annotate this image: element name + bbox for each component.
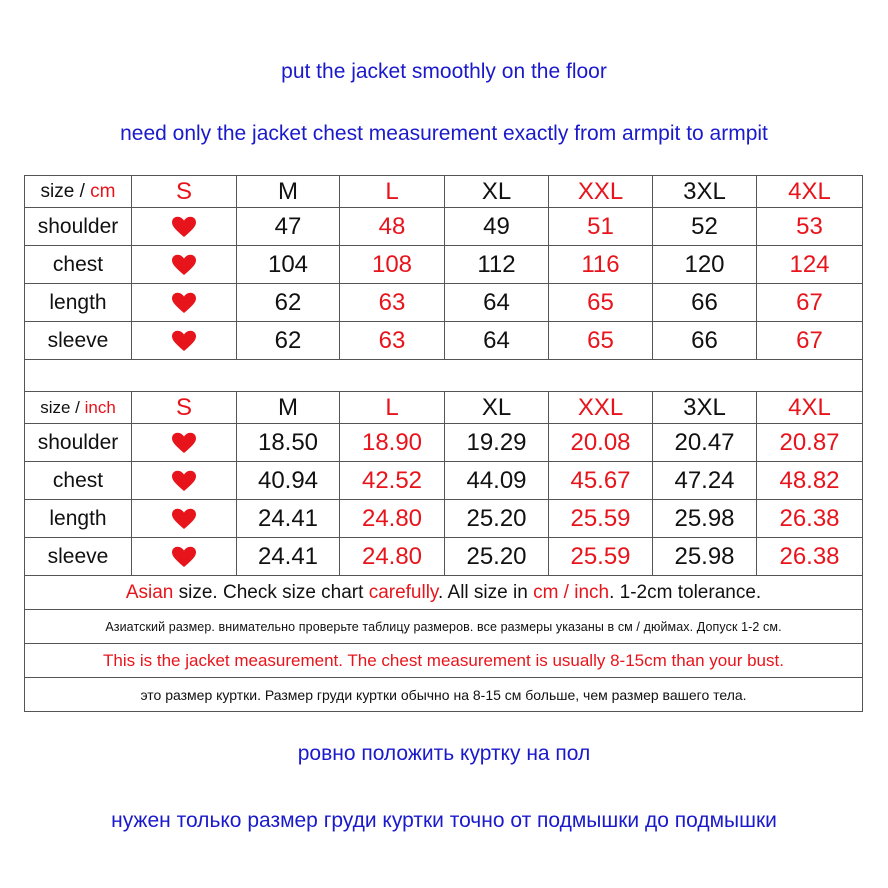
size-header-row — [25, 392, 863, 424]
note-size-check: size. Check size chart — [173, 581, 369, 603]
size-header-cell: S — [132, 392, 237, 424]
heart-cell — [132, 462, 237, 500]
unit-label-cell — [25, 176, 132, 208]
measurement-label: chest — [25, 246, 132, 284]
measurement-row — [25, 538, 863, 576]
measurement-value: 20.08 — [549, 424, 653, 462]
measurement-value: 24.80 — [340, 500, 445, 538]
measurement-value: 24.41 — [237, 500, 340, 538]
unit-name: inch — [84, 397, 116, 417]
measurement-value: 44.09 — [445, 462, 549, 500]
measurement-row — [25, 246, 863, 284]
unit-label-prefix: size / — [40, 180, 91, 202]
note-all-size: . All size in — [438, 581, 534, 603]
measurement-value: 19.29 — [445, 424, 549, 462]
measurement-value: 65 — [549, 322, 653, 360]
measurement-value: 64 — [445, 322, 549, 360]
measurement-value: 66 — [653, 284, 757, 322]
size-header-cell: L — [340, 176, 445, 208]
size-header-cell: 3XL — [653, 392, 757, 424]
note-cm-inch: cm / inch — [533, 581, 610, 603]
measurement-row — [25, 462, 863, 500]
measurement-value: 62 — [237, 284, 340, 322]
heart-icon — [171, 330, 197, 352]
measurement-value: 52 — [653, 208, 757, 246]
size-header-cell: M — [237, 392, 340, 424]
measurement-value: 20.87 — [757, 424, 863, 462]
measurement-label: length — [25, 500, 132, 538]
note-asian-size — [25, 576, 863, 610]
size-chart-table — [24, 175, 863, 712]
measurement-value: 25.59 — [549, 538, 653, 576]
heart-icon — [171, 508, 197, 530]
size-header-cell: M — [237, 176, 340, 208]
heart-icon — [171, 216, 197, 238]
instruction-line-3: ровно положить куртку на пол — [297, 742, 591, 765]
measurement-value: 24.41 — [237, 538, 340, 576]
measurement-value: 66 — [653, 322, 757, 360]
unit-name: cm — [90, 180, 116, 202]
measurement-value: 45.67 — [549, 462, 653, 500]
measurement-value: 40.94 — [237, 462, 340, 500]
measurement-value: 112 — [445, 246, 549, 284]
measurement-value: 47.24 — [653, 462, 757, 500]
heart-cell — [132, 424, 237, 462]
size-header-cell: 4XL — [757, 176, 863, 208]
measurement-value: 51 — [549, 208, 653, 246]
measurement-row — [25, 322, 863, 360]
note-russian-jacket-measurement: это размер куртки. Размер груди куртки обычно на 8-15 см больше, чем размер вашего тела. — [25, 678, 863, 712]
note-russian-size: Азиатский размер. внимательно проверьте таблицу размеров. все размеры указаны в см / дюймах. Допуск 1-2 см. — [25, 610, 863, 644]
instruction-line-1: put the jacket smoothly on the floor — [281, 60, 607, 83]
measurement-value: 63 — [340, 322, 445, 360]
section-gap-row — [25, 360, 863, 392]
heart-cell — [132, 538, 237, 576]
note-carefully-word: carefully — [368, 581, 439, 603]
measurement-value: 67 — [757, 284, 863, 322]
heart-cell — [132, 284, 237, 322]
size-header-cell: 3XL — [653, 176, 757, 208]
size-header-cell: L — [340, 392, 445, 424]
measurement-label: sleeve — [25, 538, 132, 576]
heart-icon — [171, 292, 197, 314]
measurement-value: 25.59 — [549, 500, 653, 538]
size-header-cell: XL — [445, 176, 549, 208]
size-header-cell: XL — [445, 392, 549, 424]
instruction-line-2: need only the jacket chest measurement exactly from armpit to armpit — [120, 122, 768, 145]
measurement-value: 48.82 — [757, 462, 863, 500]
heart-icon — [171, 470, 197, 492]
measurement-label: shoulder — [25, 208, 132, 246]
size-header-row — [25, 176, 863, 208]
measurement-value: 124 — [757, 246, 863, 284]
measurement-value: 25.20 — [445, 538, 549, 576]
measurement-label: chest — [25, 462, 132, 500]
measurement-value: 20.47 — [653, 424, 757, 462]
measurement-label: sleeve — [25, 322, 132, 360]
measurement-value: 26.38 — [757, 500, 863, 538]
measurement-row — [25, 284, 863, 322]
heart-icon — [171, 254, 197, 276]
heart-icon — [171, 432, 197, 454]
heart-cell — [132, 322, 237, 360]
unit-label-prefix: size / — [40, 397, 85, 417]
measurement-value: 25.20 — [445, 500, 549, 538]
heart-icon — [171, 546, 197, 568]
measurement-value: 108 — [340, 246, 445, 284]
measurement-value: 18.90 — [340, 424, 445, 462]
measurement-row — [25, 424, 863, 462]
measurement-value: 24.80 — [340, 538, 445, 576]
measurement-value: 62 — [237, 322, 340, 360]
note-tolerance: . 1-2cm tolerance. — [609, 581, 762, 603]
note-jacket-measurement: This is the jacket measurement. The chest measurement is usually 8-15cm than your bust. — [25, 644, 863, 678]
note-asian-word: Asian — [125, 581, 174, 603]
measurement-label: length — [25, 284, 132, 322]
heart-cell — [132, 208, 237, 246]
measurement-value: 26.38 — [757, 538, 863, 576]
measurement-value: 49 — [445, 208, 549, 246]
measurement-row — [25, 500, 863, 538]
measurement-value: 47 — [237, 208, 340, 246]
unit-label-cell — [25, 392, 132, 424]
size-header-cell: 4XL — [757, 392, 863, 424]
measurement-value: 63 — [340, 284, 445, 322]
inch-section — [25, 392, 863, 576]
measurement-label: shoulder — [25, 424, 132, 462]
measurement-value: 48 — [340, 208, 445, 246]
measurement-value: 120 — [653, 246, 757, 284]
measurement-value: 42.52 — [340, 462, 445, 500]
notes-section — [25, 576, 863, 712]
measurement-value: 67 — [757, 322, 863, 360]
heart-cell — [132, 500, 237, 538]
cm-section — [25, 176, 863, 360]
size-header-cell: XXL — [549, 392, 653, 424]
instruction-line-4: нужен только размер груди куртки точно от подмышки до подмышки — [111, 809, 777, 832]
measurement-value: 25.98 — [653, 500, 757, 538]
measurement-value: 25.98 — [653, 538, 757, 576]
measurement-value: 64 — [445, 284, 549, 322]
size-header-cell: XXL — [549, 176, 653, 208]
heart-cell — [132, 246, 237, 284]
measurement-value: 53 — [757, 208, 863, 246]
measurement-value: 116 — [549, 246, 653, 284]
measurement-row — [25, 208, 863, 246]
size-header-cell: S — [132, 176, 237, 208]
measurement-value: 104 — [237, 246, 340, 284]
measurement-value: 18.50 — [237, 424, 340, 462]
measurement-value: 65 — [549, 284, 653, 322]
